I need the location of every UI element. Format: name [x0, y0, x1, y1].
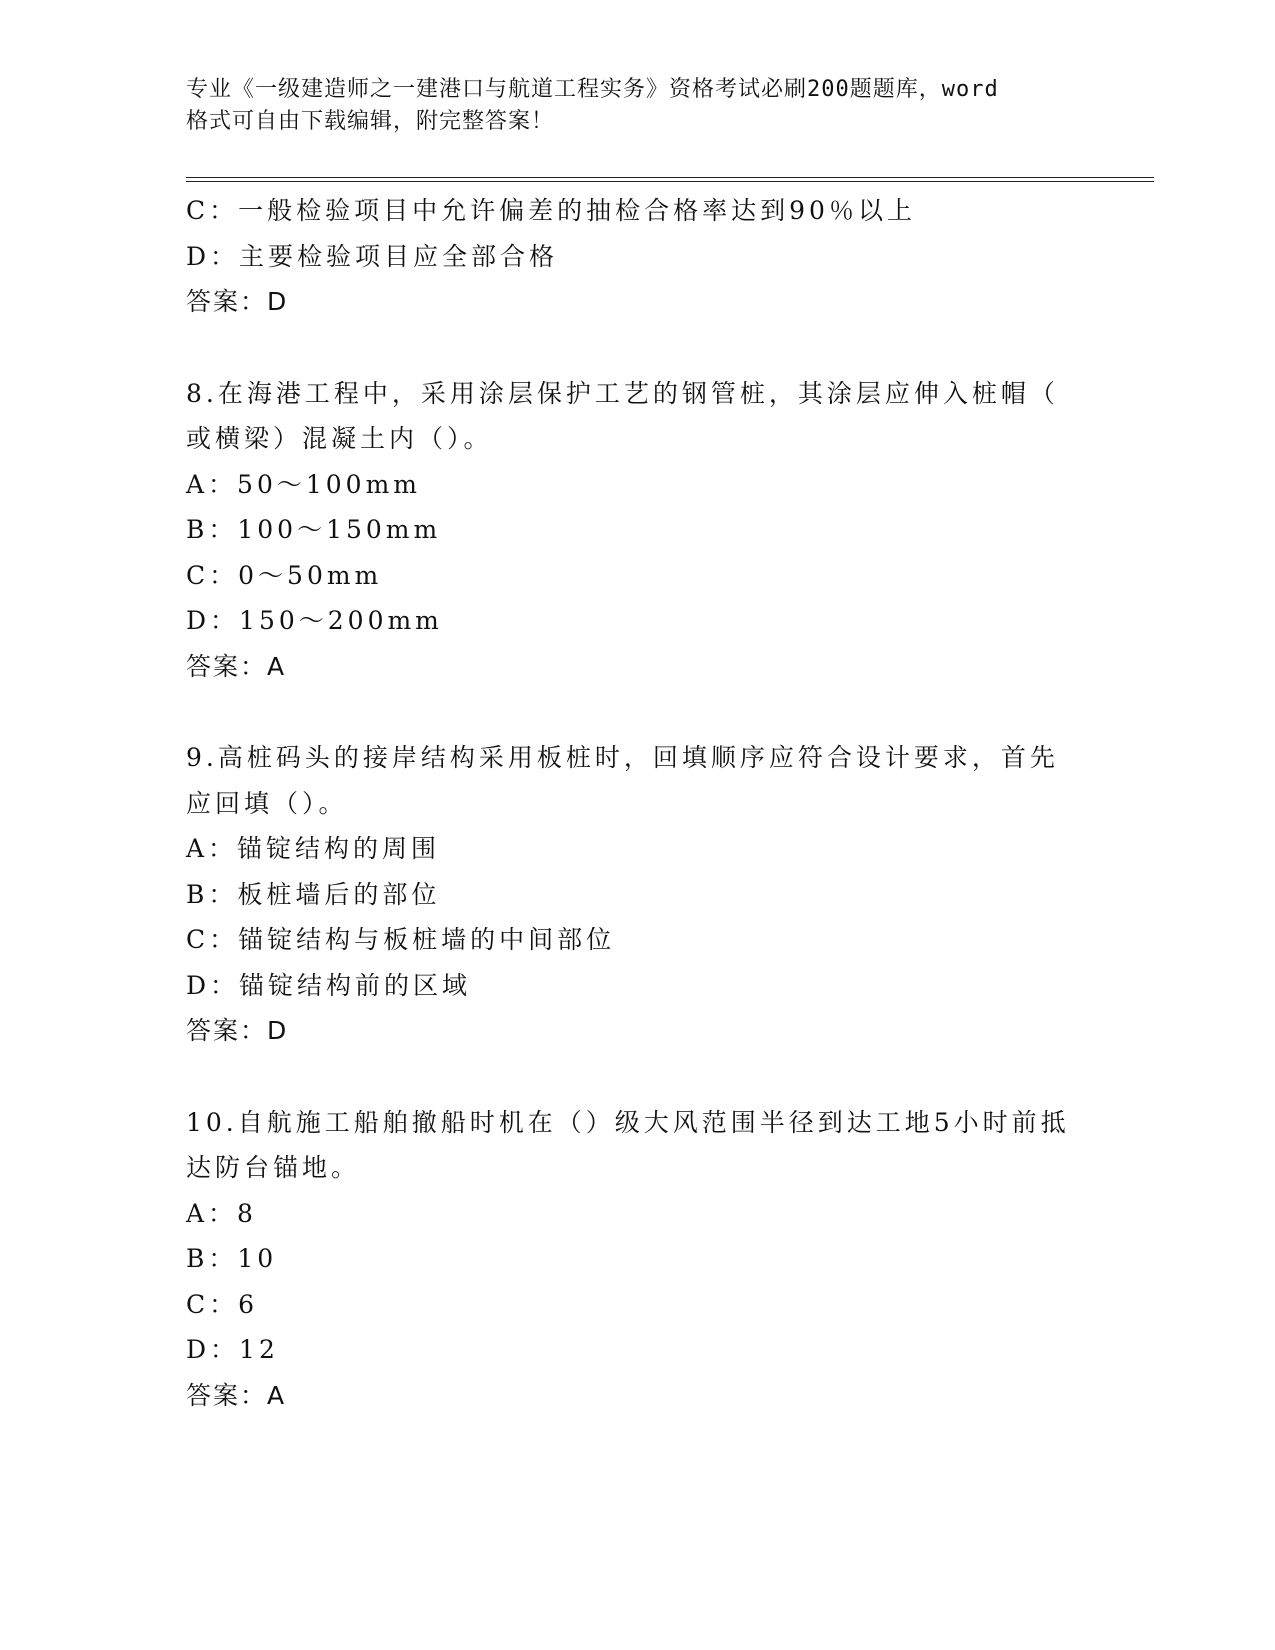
header-divider: [186, 177, 1154, 182]
option-c: C：0～50mm: [186, 560, 383, 590]
question-stem-line: 达防台锚地。: [186, 1153, 361, 1182]
question-9: [186, 735, 1126, 1054]
question-stem-line: 9.高桩码头的接岸结构采用板桩时，回填顺序应符合设计要求，首先: [186, 743, 1059, 772]
option-d: D：12: [186, 1335, 279, 1364]
spacer: [186, 1054, 1126, 1100]
option-a: A：50～100mm: [186, 469, 421, 499]
document-body: [186, 188, 1126, 1418]
answer-line: 答案：D: [186, 1016, 289, 1045]
question-stem-line: 应回填（）。: [186, 788, 348, 818]
answer-line: 答案：A: [186, 651, 287, 681]
option-c: C：锚锭结构与板桩墙的中间部位: [186, 925, 616, 954]
question-stem-line: 10.自航施工船舶撤船时机在（）级大风范围半径到达工地5小时前抵: [186, 1107, 1070, 1137]
option-c: C：6: [186, 1289, 259, 1319]
option-b: B：100～150mm: [186, 515, 442, 544]
option-a: A：锚锭结构的周围: [186, 834, 441, 863]
answer-line: 答案：D: [186, 287, 289, 316]
option-c: C：一般检验项目中允许偏差的抽检合格率达到90％以上: [186, 196, 916, 225]
question-stem-line: 8.在海港工程中，采用涂层保护工艺的钢管桩，其涂层应伸入桩帽（: [186, 378, 1059, 408]
spacer: [186, 325, 1126, 371]
option-d: D：主要检验项目应全部合格: [186, 241, 559, 271]
document-header: [186, 74, 1086, 138]
question-8: [186, 371, 1126, 690]
question-10: [186, 1100, 1126, 1419]
option-d: D：锚锭结构前的区域: [186, 970, 472, 1000]
header-line-2: 格式可自由下载编辑，附完整答案！: [186, 109, 555, 134]
question-stem-line: 或横梁）混凝土内（）。: [186, 424, 493, 453]
header-line-1: 专业《一级建造师之一建港口与航道工程实务》资格考试必刷200题题库，word: [186, 77, 999, 102]
option-b: B：板桩墙后的部位: [186, 879, 441, 909]
spacer: [186, 689, 1126, 735]
option-a: A：8: [186, 1198, 257, 1228]
option-b: B：10: [186, 1244, 278, 1273]
answer-line: 答案：A: [186, 1380, 287, 1410]
prev-question: [186, 188, 1126, 325]
option-d: D：150～200mm: [186, 606, 443, 635]
